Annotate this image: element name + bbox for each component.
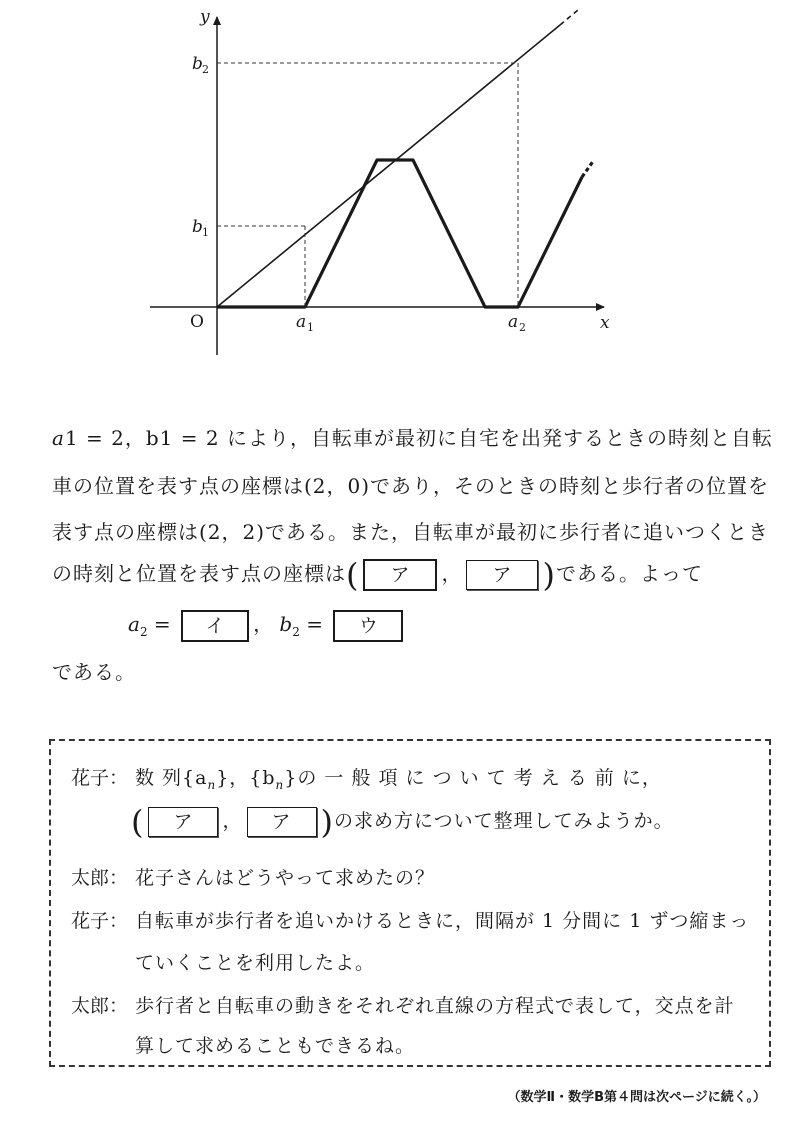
pedestrian-line	[217, 25, 560, 307]
a1-label	[296, 312, 314, 334]
page-footer-note: （数学Ⅱ・数学B第４問は次ページに続く。）	[507, 1090, 766, 1105]
bicycle-path-continuation	[582, 160, 594, 177]
dialog-line-7: 算して求めることもできるね。	[135, 1035, 416, 1057]
a2-label	[508, 312, 526, 334]
dialog-line-4: 自転車が歩行者を追いかけるときに，間隔が 1 分間に 1 ずつ縮まっ	[135, 910, 750, 932]
position-time-graph	[0, 0, 800, 370]
speaker-taro-2: 太郎：	[71, 995, 129, 1017]
dialog-answer-box-a-1[interactable]: ア	[148, 807, 218, 837]
svg-text:b: b	[192, 54, 203, 74]
paragraph-end: である。	[52, 660, 136, 684]
dialog-line-2: ( ア ， ア )の求め方について整理してみようか。	[131, 803, 674, 841]
answer-box-i[interactable]: イ	[181, 610, 249, 642]
answer-box-u[interactable]: ウ	[333, 610, 403, 642]
dialog-line-1: 数 列$\{a_n\}$，$\{b_n\}$の 一 般 項 に つ い て 考 え る 前 に，	[135, 767, 662, 792]
svg-text:a: a	[508, 312, 519, 332]
speaker-taro-1: 太郎：	[71, 867, 129, 889]
svg-text:2: 2	[202, 63, 209, 76]
paragraph-line-4: の時刻と位置を表す点の座標は( ア ， ア )である。よって	[52, 556, 703, 594]
svg-text:2: 2	[519, 321, 526, 334]
dialog-line-3: 花子さんはどうやって求めたの？	[135, 867, 436, 889]
paragraph-line-2: 車の位置を表す点の座標は(2，0)であり，そのときの時刻と歩行者の位置を	[52, 474, 770, 498]
speaker-hanako-2: 花子：	[71, 910, 129, 932]
x-axis-label: x	[600, 313, 610, 333]
b2-label	[192, 54, 209, 76]
speaker-hanako-1: 花子：	[71, 767, 129, 789]
origin-label: O	[190, 312, 204, 332]
pedestrian-line-continuation	[560, 10, 578, 25]
dialogue-box	[49, 739, 771, 1067]
dialog-answer-box-a-2[interactable]: ア	[247, 807, 317, 837]
dialog-line-6: 歩行者と自転車の動きをそれぞれ直線の方程式で表して，交点を計	[135, 995, 735, 1017]
paragraph-line-3: 表す点の座標は(2，2)である。また，自転車が最初に歩行者に追いつくとき	[52, 520, 770, 544]
svg-text:b: b	[192, 217, 203, 237]
b1-label	[192, 217, 209, 239]
answer-box-a-repeat[interactable]: ア	[466, 560, 538, 590]
svg-text:a: a	[296, 312, 307, 332]
bicycle-path	[217, 160, 582, 307]
dialog-line-5: ていくことを利用したよ。	[135, 952, 376, 974]
y-axis-label: y	[200, 7, 210, 27]
equation-line: $a_2$ = イ ， $b_2$ = ウ	[128, 608, 407, 642]
paragraph-line-1: a1 = 2，b1 = 2 により，自転車が最初に自宅を出発するときの時刻と自転	[52, 426, 773, 450]
svg-text:1: 1	[307, 321, 314, 334]
svg-text:1: 1	[202, 226, 209, 239]
answer-box-a[interactable]: ア	[363, 559, 437, 591]
